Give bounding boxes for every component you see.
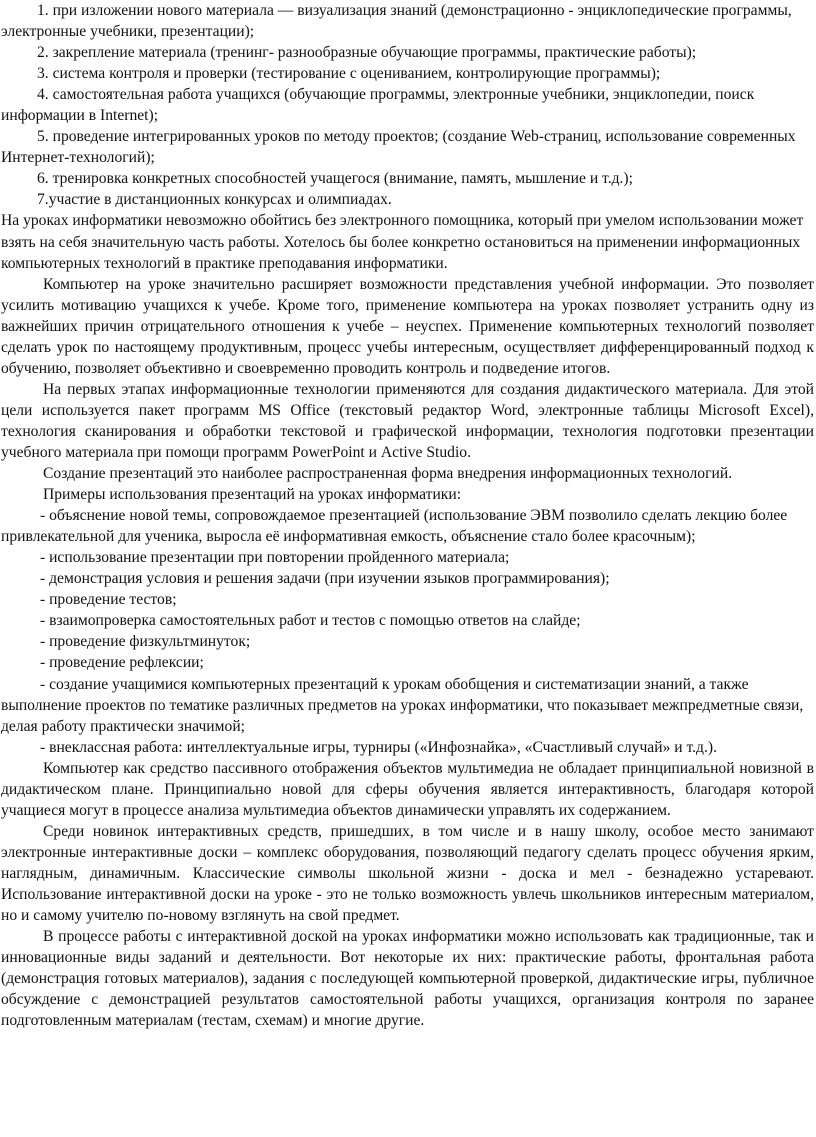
dash-item-4: - проведение тестов; (40, 591, 177, 609)
dash-item-9: - внеклассная работа: интеллектуальные игры, турниры («Инфознайка», «Счастливый случай» и т.д.). (40, 738, 717, 756)
paragraph-computer: Компьютер на уроке значительно расширяет возможности представления учебной информации. Это позволяет усилить мотивацию учащихся к учебе. Кроме того, применение компьютера на уроках позволяет устранить одну из важнейших причин отрицательного отношения к учебе – неуспех. Применение компьютерных технологий позволяет сделать урок по настоящему продуктивным, процесс учебы интересным, осуществляет дифференцированный подход к обучению, позволяет объективно и своевременно проводить контроль и подведение итогов. (1, 275, 814, 377)
dash-item-6: - проведение физкультминуток; (40, 633, 251, 651)
list-item-2: 2. закрепление материала (тренинг- разнообразные обучающие программы, практические работы); (37, 44, 697, 62)
paragraph-presentations: Создание презентаций это наиболее распространенная форма внедрения информационных технологий. (43, 465, 733, 483)
paragraph-boards: Среди новинок интерактивных средств, пришедших, в том числе и в нашу школу, особое место занимают электронные интерактивные доски – комплекс оборудования, позволяющий педагогу сделать процесс обучения ярким, наглядным, динамичным. Классические символы школьной жизни - доска и мел - безнадежно устаревают. Использование интерактивной доски на уроке - это не только возможность увлечь школьников интересным материалом, но и самому учителю по-новому взглянуть на свой предмет. (1, 822, 814, 925)
dash-item-2: - использование презентации при повторении пройденного материала; (40, 549, 510, 567)
paragraph-multimedia: Компьютер как средство пассивного отображения объектов мультимедиа не обладает принципиальной новизной в дидактическом плане. Принципиально новой для сферы обучения является интерактивность, благодаря которой учащиеся могут в процессе анализа мультимедиа объектов динамически управлять их содержанием. (1, 759, 814, 819)
dash-item-3: - демонстрация условия и решения задачи (при изучении языков программирования); (40, 570, 610, 588)
dash-item-5: - взаимопроверка самостоятельных работ и тестов с помощью ответов на слайде; (40, 612, 581, 630)
list-item-6: 6. тренировка конкретных способностей учащегося (внимание, память, мышление и т.д.); (37, 170, 633, 188)
dash-item-7: - проведение рефлексии; (40, 654, 204, 672)
dash-item-8: - создание учащимися компьютерных презентаций к урокам обобщения и систематизации знаний, а также выполнение проектов по тематике различных предметов на уроках информатики, что показывает межпредметные связи, делая работу практически значимой; (1, 675, 804, 735)
dash-item-1: - объяснение новой темы, сопровождаемое презентацией (использование ЭВМ позволило сделать лекцию более привлекательной для ученика, выросла её информативная емкость, объяснение стало более красочным); (1, 507, 788, 546)
list-item-1: 1. при изложении нового материала — визуализация знаний (демонстрационно - энциклопедические программы, электронные учебники, презентации); (1, 2, 792, 41)
examples-heading: Примеры использования презентаций на уроках информатики: (43, 486, 462, 504)
list-item-7: 7.участие в дистанционных конкурсах и олимпиадах. (37, 191, 392, 209)
list-item-4: 4. самостоятельная работа учащихся (обучающие программы, электронные учебники, энциклопедии, поиск информации в Internet); (1, 86, 755, 125)
paragraph-stages: На первых этапах информационные технологии применяются для создания дидактического материала. Для этой цели используется пакет программ MS Office (текстовый редактор Word, электронные таблицы Microsoft Excel), технология сканирования и обработки текстовой и графической информации, технология подготовки презентации учебного материала при помощи программ PowerPoint и Active Studio. (1, 380, 814, 461)
list-item-3: 3. система контроля и проверки (тестирование с оцениванием, контролирующие программы); (37, 65, 661, 83)
list-item-5: 5. проведение интегрированных уроков по методу проектов; (создание Web-страниц, использование современных Интернет-технологий); (1, 128, 796, 167)
paragraph-intro: На уроках информатики невозможно обойтись без электронного помощника, который при умелом использовании может взять на себя значительную часть работы. Хотелось бы более конкретно остановиться на применении информационных компьютерных технологий в практике преподавания информатики. (1, 212, 804, 272)
paragraph-work: В процессе работы с интерактивной доской на уроках информатики можно использовать как традиционные, так и инновационные виды заданий и деятельности. Вот некоторые их них: практические работы, фронтальная работа (демонстрация готовых материалов), задания с последующей компьютерной проверкой, дидактические игры, публичное обсуждение с демонстрацией результатов самостоятельной работы учащихся, организация контроля по заранее подготовленным материалам (тестам, схемам) и многие другие. (1, 928, 814, 1030)
